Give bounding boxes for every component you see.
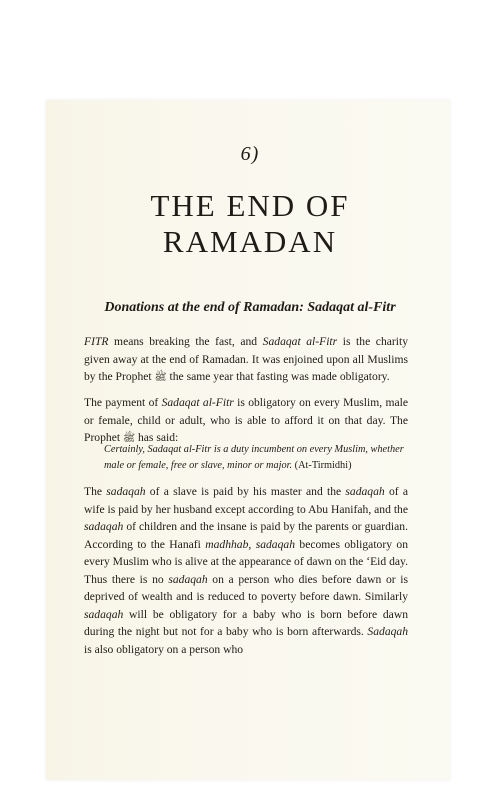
section-heading: Donations at the end of Ramadan: Sadaqat al-Fitr [104, 300, 396, 315]
chapter-number: 6) [240, 143, 260, 165]
paragraph-text: The payment of [84, 396, 162, 409]
chapter-title-line-2: RAMADAN [162, 224, 338, 259]
term-sadaqat-al-fitr: Sadaqat al-Fitr [161, 396, 234, 409]
chapter-title [0, 188, 500, 260]
chapter-title-line-1: THE END OF [150, 188, 350, 223]
paragraph-sadaqah-rules [84, 483, 408, 658]
paragraph-text: has said: [135, 431, 179, 444]
paragraph-text: , [248, 537, 256, 551]
paragraph-text: is obligatory on every Muslim, male or female, child or adult, who is able to afford it on that day. The Prophet [84, 396, 408, 444]
paragraph-text: of a slave is paid by his master and the [145, 485, 346, 498]
paragraph-text: is the charity given away at the end of Ramadan. It was enjoined upon all Muslims by the Prophet [84, 335, 408, 383]
paragraph-fitr-meaning [84, 333, 408, 387]
paragraph-text: means breaking the fast, and [108, 335, 263, 348]
salutation-symbol-icon: ﷺ [154, 372, 167, 383]
term-sadaqat-al-fitr: Sadaqat al-Fitr [262, 335, 338, 348]
quote-source: (At-Tirmidhi) [292, 460, 352, 471]
term-sadaqah: sadaqah [84, 607, 124, 621]
paragraph-obligation [84, 394, 408, 448]
paragraph-text: becomes obligatory on every Muslim who is alive at the appearance of dawn on the ‘Eid day. Thus there is no [84, 537, 408, 586]
term-sadaqah: sadaqah [255, 537, 295, 551]
hadith-quote [104, 442, 404, 474]
paragraph-text: the same year that fasting was made obligatory. [166, 370, 390, 383]
term-fitr: FITR [84, 335, 109, 348]
paragraph-text: on a person who dies before dawn or is deprived of wealth and is reduced to poverty before dawn. Similarly [84, 572, 408, 603]
term-sadaqah: sadaqah [345, 485, 385, 498]
term-sadaqah: Sadaqah [367, 625, 408, 638]
term-sadaqah: sadaqah [84, 520, 124, 533]
term-sadaqah: sadaqah [106, 485, 146, 498]
paragraph-text: will be obligatory for a baby who is born before dawn during the night but not for a baby who is born afterwards. [84, 607, 408, 638]
paragraph-text: The [84, 485, 107, 498]
paragraph-text: of children and the insane is paid by the parents or guardian. According to the Hanafi [84, 520, 408, 551]
paragraph-text: is also obligatory on a person who [84, 642, 244, 656]
paragraph-text: of a wife is paid by her husband except according to Abu Hanifah, and the [84, 485, 408, 516]
term-sadaqah: sadaqah [168, 572, 208, 586]
salutation-symbol-icon: ﷺ [122, 433, 136, 444]
term-madhhab: madhhab [205, 537, 249, 551]
quote-text: Certainly, Sadaqat al-Fitr is a duty incumbent on every Muslim, whether male or female, free or slave, minor or major. [104, 444, 404, 471]
